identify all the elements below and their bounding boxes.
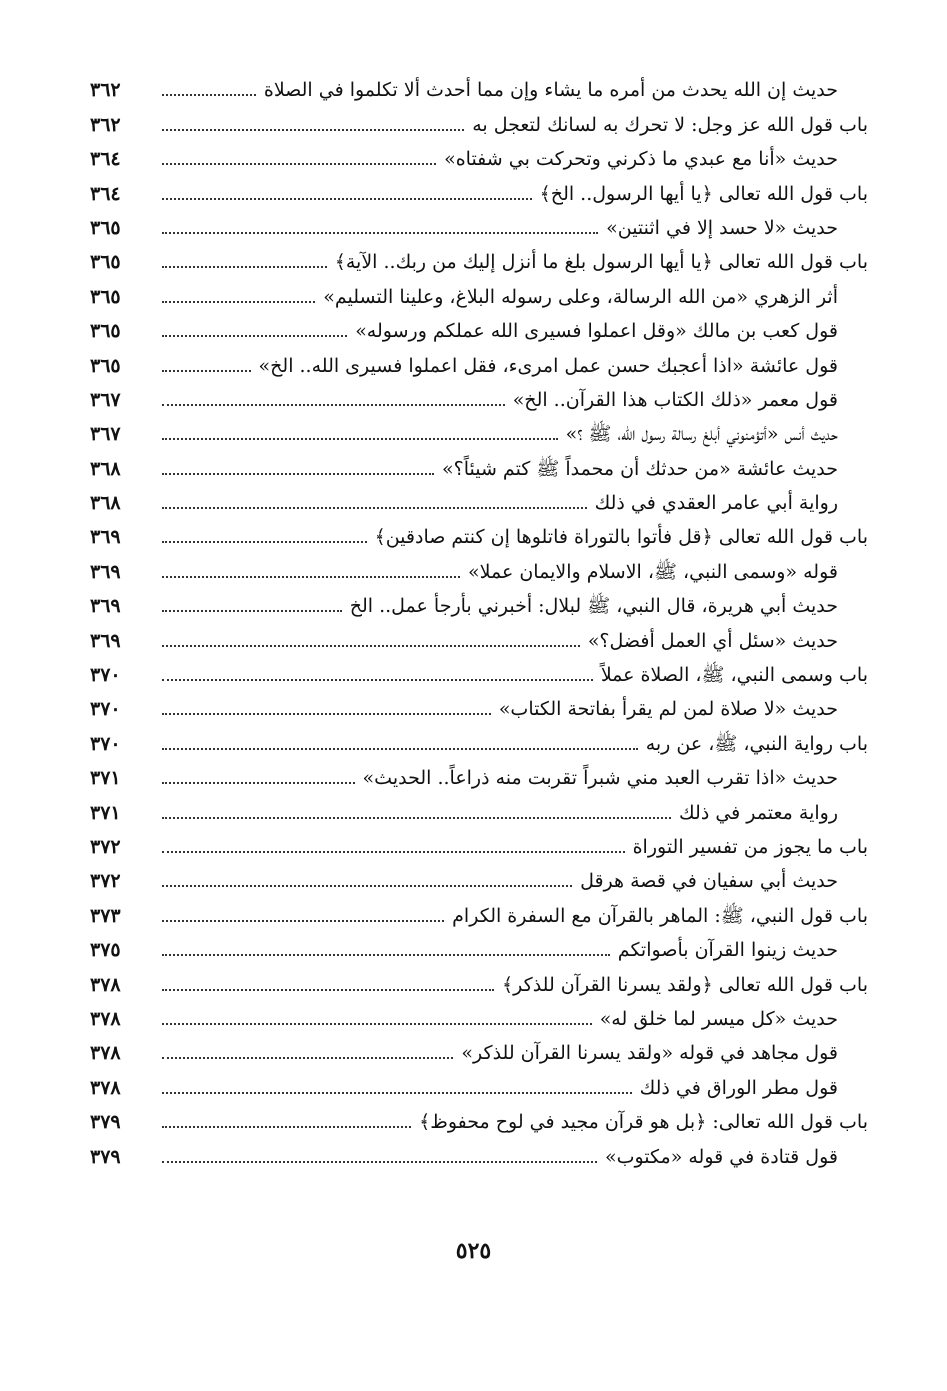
toc-entry [90,584,868,618]
toc-entry-title: حديث إن الله يحدث من أمره ما يشاء وإن مما أحدث ألا تكلموا في الصلاة [263,79,838,102]
toc-entry-title: حديث أنس «أتؤمنوني أبلغ رسالة رسول الله، ﷺ ؟» [565,423,838,446]
toc-entry-title: حديث أبي سفيان في قصة هرقل [580,870,838,893]
toc-entry-page: ٣٦٥ [90,320,121,343]
dot-leader [162,713,491,715]
dot-leader [162,989,494,991]
toc-entry-title: باب ما يجوز من تفسير التوراة [632,835,868,858]
toc-entry [90,790,868,824]
toc-entry [90,618,868,652]
dot-leader [162,163,436,165]
dot-leader [162,817,671,819]
toc-entry-page: ٣٦٩ [90,560,121,583]
toc-entry [90,343,868,377]
toc-entry [90,825,868,859]
toc-entry-title: باب قول الله تعالى ﴿يا أيها الرسول.. الخ﴾ [539,182,868,205]
toc-entry [90,1065,868,1099]
dot-leader [162,507,587,509]
dot-leader [162,920,444,922]
toc-entry-page: ٣٧٨ [90,1042,121,1065]
toc-entry-title: حديث عائشة «من حدثك أن محمداً ﷺ كتم شيئاً؟» [442,457,838,480]
toc-entry-page: ٣٧٩ [90,1145,121,1168]
dot-leader [162,438,558,440]
toc-entry [90,1031,868,1065]
toc-entry-page: ٣٧١ [90,767,121,790]
toc-entry-title: باب قول الله عز وجل: لا تحرك به لسانك لتعجل به [472,113,868,136]
dot-leader [162,129,464,131]
toc-entry [90,721,868,755]
toc-entry [90,446,868,480]
dot-leader [162,1023,592,1025]
toc-entry-page: ٣٧٨ [90,973,121,996]
toc-entry-page: ٣٧٢ [90,835,121,858]
toc-entry [90,137,868,171]
toc-entry-page: ٣٧٠ [90,664,121,687]
toc-entry [90,1134,868,1168]
dot-leader [162,1092,632,1094]
toc-entry [90,206,868,240]
toc-entry-title: قول مجاهد في قوله «ولقد يسرنا القرآن للذكر» [461,1042,838,1065]
dot-leader [162,94,256,96]
toc-entry-title: حديث زينوا القرآن بأصواتكم [617,939,838,962]
toc-entry [90,1100,868,1134]
toc-entry [90,653,868,687]
toc-entry-page: ٣٧١ [90,801,121,824]
toc-entry [90,412,868,446]
toc-entry-page: ٣٧٠ [90,732,121,755]
toc-entry-title: حديث «كل ميسر لما خلق له» [599,1007,838,1030]
toc-entry-title: حديث «لا حسد إلا في اثنتين» [606,216,838,239]
toc-entry-title: قول معمر «ذلك الكتاب هذا القرآن.. الخ» [512,388,838,411]
toc-entry-page: ٣٦٨ [90,492,121,515]
toc-entry-title: باب قول الله تعالى ﴿يا أيها الرسول بلغ ما أنزل إليك من ربك.. الآية﴾ [334,251,868,274]
toc-entry-title: حديث «لا صلاة لمن لم يقرأ بفاتحة الكتاب» [498,698,838,721]
toc-entry [90,962,868,996]
dot-leader [162,541,367,543]
toc-entry-title: رواية أبي عامر العقدي في ذلك [594,492,838,515]
dot-leader [162,370,251,372]
dot-leader [162,851,625,853]
dot-leader [162,782,355,784]
toc-entry-title: قول كعب بن مالك «وقل اعملوا فسيرى الله عملكم ورسوله» [355,320,838,343]
toc-entry-page: ٣٦٥ [90,251,121,274]
toc-entry [90,756,868,790]
toc-entry-title: قول عائشة «اذا أعجبك حسن عمل امرىء، فقل اعملوا فسيرى الله.. الخ» [258,354,838,377]
toc-entry [90,687,868,721]
toc-entry [90,997,868,1031]
toc-entry-title: باب قول الله تعالى: ﴿بل هو قرآن مجيد في لوح محفوظ﴾ [419,1111,868,1134]
toc-entry-page: ٣٦٤ [90,148,121,171]
page-number: ٥٢٥ [455,1238,492,1264]
toc-entry [90,859,868,893]
toc-entry [90,68,868,102]
toc-entry-page: ٣٧٨ [90,1007,121,1030]
dot-leader [162,232,598,234]
toc-entry-page: ٣٧٢ [90,870,121,893]
dot-leader [162,335,347,337]
dot-leader [162,1126,411,1128]
toc-entry-title: حديث أبي هريرة، قال النبي، ﷺ لبلال: أخبرني بأرجأ عمل.. الخ [349,595,838,618]
toc-entry-page: ٣٧٥ [90,939,121,962]
toc-entry-page: ٣٧٣ [90,904,121,927]
toc-entry-title: قول قتادة في قوله «مكتوب» [604,1145,838,1168]
dot-leader [162,404,505,406]
dot-leader [162,954,610,956]
dot-leader [162,748,638,750]
dot-leader [162,1161,597,1163]
dot-leader [162,1057,453,1059]
toc-entry [90,309,868,343]
toc-entry-page: ٣٦٥ [90,216,121,239]
table-of-contents [90,68,868,1169]
toc-entry [90,928,868,962]
toc-entry-page: ٣٦٢ [90,113,121,136]
toc-entry [90,515,868,549]
toc-entry-page: ٣٧٠ [90,698,121,721]
toc-entry-title: باب قول الله تعالى ﴿قل فأتوا بالتوراة فاتلوها إن كنتم صادقين﴾ [374,526,868,549]
toc-entry-page: ٣٧٩ [90,1111,121,1134]
dot-leader [162,266,327,268]
dot-leader [162,301,315,303]
toc-entry-page: ٣٦٨ [90,457,121,480]
toc-entry-title: باب قول النبي، ﷺ: الماهر بالقرآن مع السفرة الكرام [452,904,868,927]
toc-entry [90,274,868,308]
toc-entry-title: باب وسمى النبي، ﷺ، الصلاة عملاً [600,664,868,687]
toc-entry-page: ٣٦٩ [90,526,121,549]
toc-entry-title: أثر الزهري «من الله الرسالة، وعلى رسوله البلاغ، وعلينا التسليم» [323,285,838,308]
dot-leader [162,576,460,578]
toc-entry-page: ٣٦٥ [90,354,121,377]
toc-entry [90,481,868,515]
toc-entry-title: باب قول الله تعالى ﴿ولقد يسرنا القرآن للذكر﴾ [502,973,868,996]
toc-entry-page: ٣٦٧ [90,423,121,446]
dot-leader [162,679,593,681]
toc-entry-title: قوله «وسمى النبي، ﷺ، الاسلام والايمان عملا» [468,560,838,583]
toc-entry-page: ٣٦٤ [90,182,121,205]
toc-entry-title: حديث «اذا تقرب العبد مني شبراً تقربت منه ذراعاً.. الحديث» [362,767,838,790]
toc-entry-page: ٣٦٥ [90,285,121,308]
toc-entry-title: حديث «سئل أي العمل أفضل؟» [587,629,838,652]
dot-leader [162,198,532,200]
toc-entry-title: قول مطر الوراق في ذلك [639,1076,838,1099]
toc-entry [90,171,868,205]
toc-entry [90,102,868,136]
dot-leader [162,473,434,475]
toc-entry-title: حديث «أنا مع عبدي ما ذكرني وتحركت بي شفتاه» [444,148,838,171]
toc-entry-page: ٣٧٨ [90,1076,121,1099]
toc-entry [90,240,868,274]
toc-entry [90,893,868,927]
toc-entry [90,378,868,412]
toc-entry-page: ٣٦٧ [90,388,121,411]
dot-leader [162,610,342,612]
toc-entry-title: باب رواية النبي، ﷺ، عن ربه [645,732,868,755]
dot-leader [162,885,572,887]
toc-entry-page: ٣٦٩ [90,629,121,652]
toc-entry-title: رواية معتمر في ذلك [679,801,838,824]
dot-leader [162,645,580,647]
toc-entry [90,549,868,583]
toc-entry-page: ٣٦٩ [90,595,121,618]
toc-entry-page: ٣٦٢ [90,79,121,102]
